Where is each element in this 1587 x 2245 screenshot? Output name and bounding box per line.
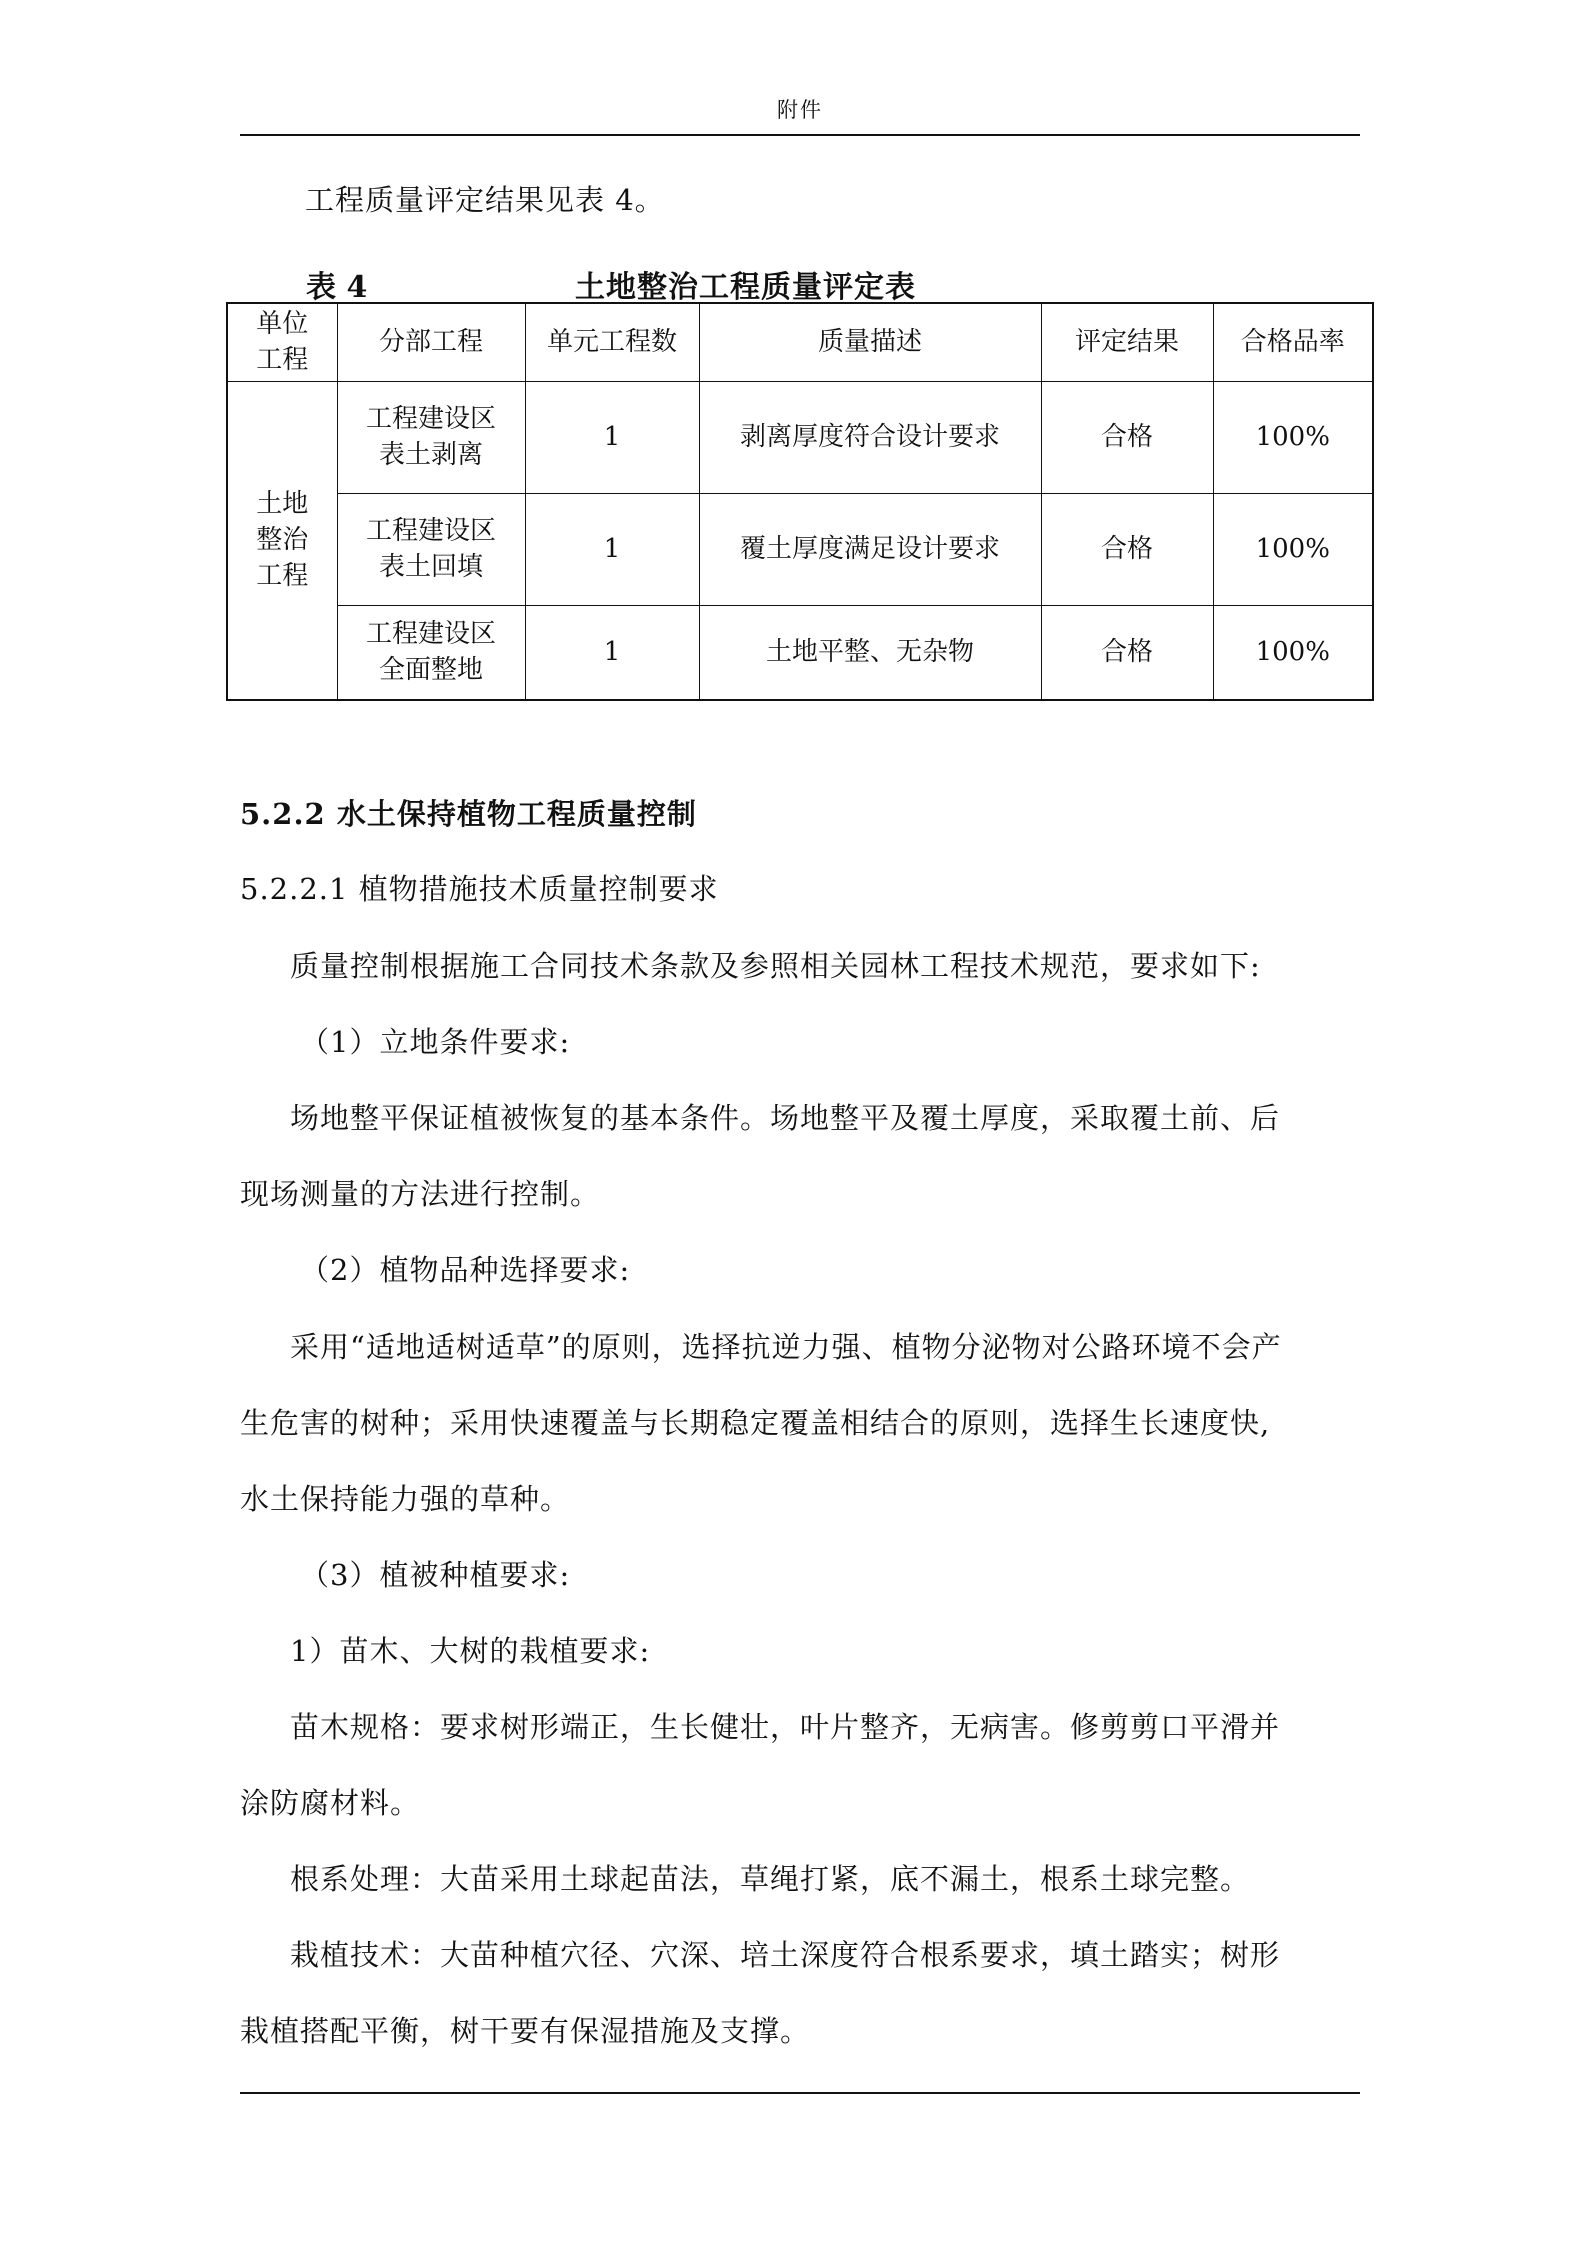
body-paragraph: 场地整平保证植被恢复的基本条件。场地整平及覆土厚度，采取覆土前、后	[290, 1101, 1281, 1135]
intro-paragraph: 工程质量评定结果见表 4。	[305, 183, 665, 217]
body-paragraph: 水土保持能力强的草种。	[240, 1482, 571, 1516]
list-heading: （1）立地条件要求:	[300, 1025, 571, 1059]
unit-project-cell: 土地 整治 工程	[227, 381, 337, 700]
body-paragraph: 生危害的树种；采用快速覆盖与长期稳定覆盖相结合的原则，选择生长速度快,	[240, 1406, 1271, 1440]
sub-project-cell: 工程建设区 表土剥离	[337, 381, 525, 493]
pass-rate-cell: 100%	[1213, 493, 1373, 605]
section-heading: 5.2.2 水土保持植物工程质量控制	[240, 797, 697, 831]
sub-project-cell: 工程建设区 全面整地	[337, 605, 525, 700]
body-paragraph: 苗木规格：要求树形端正，生长健壮，叶片整齐，无病害。修剪剪口平滑并	[290, 1710, 1281, 1744]
table-row	[227, 493, 1373, 605]
list-heading: （3）植被种植要求:	[300, 1558, 571, 1592]
quality-desc-cell: 覆土厚度满足设计要求	[699, 493, 1041, 605]
header-result: 评定结果	[1041, 303, 1213, 381]
list-heading: （2）植物品种选择要求:	[300, 1253, 631, 1287]
header-unit-project: 单位 工程	[227, 303, 337, 381]
header-rule	[240, 134, 1360, 136]
body-paragraph: 涂防腐材料。	[240, 1786, 421, 1820]
quality-desc-cell: 剥离厚度符合设计要求	[699, 381, 1041, 493]
page-header: 附件	[777, 98, 823, 122]
unit-count-cell: 1	[525, 605, 699, 700]
result-cell: 合格	[1041, 381, 1213, 493]
body-paragraph: 现场测量的方法进行控制。	[240, 1177, 601, 1211]
sub-project-cell: 工程建设区 表土回填	[337, 493, 525, 605]
table-header-row	[227, 303, 1373, 381]
body-paragraph: 栽植搭配平衡，树干要有保湿措施及支撑。	[240, 2014, 811, 2048]
header-quality-desc: 质量描述	[699, 303, 1041, 381]
table-row	[227, 605, 1373, 700]
body-paragraph: 采用“适地适树适草”的原则，选择抗逆力强、植物分泌物对公路环境不会产	[290, 1330, 1282, 1364]
body-paragraph: 根系处理：大苗采用土球起苗法，草绳打紧，底不漏土，根系土球完整。	[290, 1862, 1251, 1896]
result-cell: 合格	[1041, 493, 1213, 605]
header-unit-count: 单元工程数	[525, 303, 699, 381]
table-title: 土地整治工程质量评定表	[575, 270, 916, 305]
unit-count-cell: 1	[525, 381, 699, 493]
result-cell: 合格	[1041, 605, 1213, 700]
pass-rate-cell: 100%	[1213, 381, 1373, 493]
body-paragraph: 质量控制根据施工合同技术条款及参照相关园林工程技术规范，要求如下:	[290, 949, 1261, 983]
subsection-heading: 5.2.2.1 植物措施技术质量控制要求	[240, 872, 719, 906]
pass-rate-cell: 100%	[1213, 605, 1373, 700]
header-sub-project: 分部工程	[337, 303, 525, 381]
quality-table	[226, 302, 1374, 701]
body-paragraph: 栽植技术：大苗种植穴径、穴深、培土深度符合根系要求，填土踏实；树形	[290, 1938, 1281, 1972]
table-row	[227, 381, 1373, 493]
table-number: 表 4	[306, 270, 368, 305]
unit-count-cell: 1	[525, 493, 699, 605]
quality-desc-cell: 土地平整、无杂物	[699, 605, 1041, 700]
header-pass-rate: 合格品率	[1213, 303, 1373, 381]
footer-rule	[240, 2092, 1360, 2094]
list-heading: 1）苗木、大树的栽植要求:	[290, 1634, 651, 1668]
